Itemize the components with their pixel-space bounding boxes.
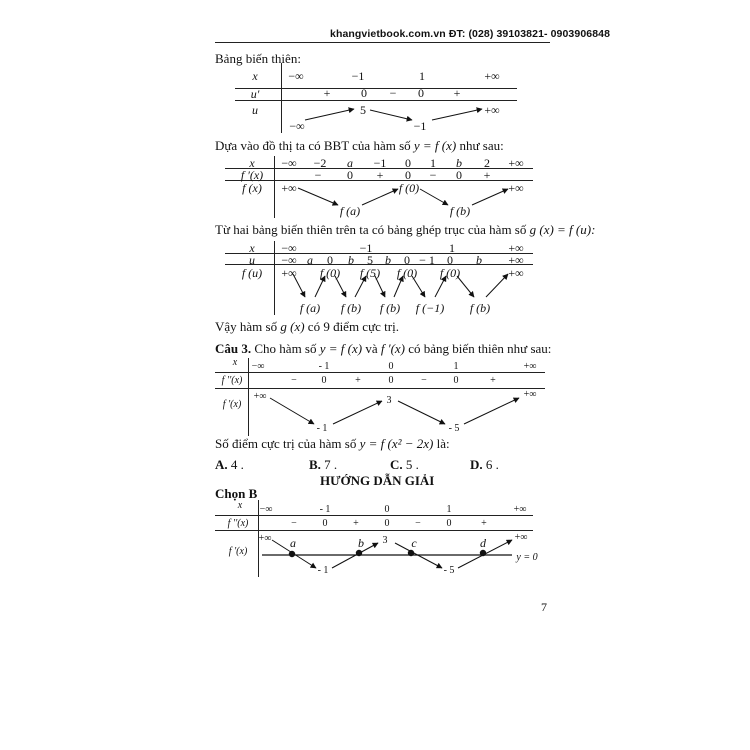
arrow-t2-3 xyxy=(420,189,448,205)
arrow-t2-4 xyxy=(472,189,508,205)
arrow-t2-2 xyxy=(362,189,398,205)
page-header xyxy=(330,28,610,40)
question-3-line-2: Số điểm cực trị của hàm số y = f (x² − 2x) là: xyxy=(215,436,450,451)
arrow-t3-10 xyxy=(486,274,508,297)
option-c[interactable]: C. 5 . xyxy=(390,457,419,472)
arrow-up-1 xyxy=(305,109,354,120)
table4-arrows xyxy=(270,398,519,424)
point-a xyxy=(289,551,295,557)
chosen-answer: Chọn B xyxy=(215,486,258,501)
header-site: khangvietbook.com.vn xyxy=(330,28,446,40)
document-page: khangvietbook.com.vn ĐT: (028) 39103821- 0903906848 Bảng biến thiên: x −∞ −1 1 +∞ u′ + 0 − 0 + u −∞ 5 −1 +∞ Dựa vào đồ thị ta có BBT của hàm số y = f (x) như sau: x −∞ −2 a −1 0 1 b 2 +∞ f ′(x) − 0 + 0 − 0 + f (x) +∞ f (0) +∞ f (a) f (b) Từ hai bảng biến thiên trên ta có bảng ghép trục của hàm số g (x) = f (u): x −∞ −1 1 +∞ u −∞ a 0 b 5 b 0 − 1 0 b +∞ f (u) +∞ f (0) f (5) f (0) f (0) +∞ f (a) f (b) f (b) f (−1) f (b) Vậy hàm số g (x) có 9 điểm cực trị. Câu 3. Cho hàm số y = f (x) và f ′(x) có bảng biến thiên như sau: x −∞ - 1 0 1 +∞ f ′′(x) − 0 + 0 − 0 + f ′(x) +∞ - 1 3 - 5 +∞ Số điểm cực trị của hàm số y = f (x² − 2x) là: A. 4 . B. 7 . C. 5 . D. 6 . HƯỚNG DẪN GIẢI Chọn B x −∞ - 1 0 1 +∞ f ′′(x) − 0 + 0 − 0 + f ′(x) +∞ - 1 3 - 5 +∞ a b c d y = 0 7 xyxy=(0,0,750,750)
option-d[interactable]: D. 6 . xyxy=(470,457,499,472)
arrow-t5-2 xyxy=(332,543,378,568)
table5-points xyxy=(289,550,486,557)
solution-title: HƯỚNG DẪN GIẢI xyxy=(320,473,435,488)
text-line-2: Từ hai bảng biến thiên trên ta có bảng ghép trục của hàm số g (x) = f (u): xyxy=(215,222,596,237)
header-phone: ĐT: (028) 39103821- 0903906848 xyxy=(448,28,611,40)
arrow-t4-3 xyxy=(398,401,445,424)
bbt-label: Bảng biến thiên: xyxy=(215,51,301,66)
question-3: Câu 3. Cho hàm số y = f (x) và f ′(x) có bảng biến thiên như sau: xyxy=(215,341,552,356)
header-rule xyxy=(215,42,550,43)
arrow-t5-3 xyxy=(395,543,442,568)
point-b xyxy=(356,550,362,556)
arrow-t4-1 xyxy=(270,398,314,424)
arrow-up-2 xyxy=(432,109,482,120)
text-line-1: Dựa vào đồ thị ta có BBT của hàm số y = f (x) như sau: xyxy=(215,138,504,153)
arrow-t4-4 xyxy=(464,398,519,424)
arrow-down-1 xyxy=(370,110,412,120)
option-a[interactable]: A. 4 . xyxy=(215,457,244,472)
point-c xyxy=(408,550,414,556)
table1-arrows xyxy=(305,109,482,120)
option-b[interactable]: B. 7 . xyxy=(309,457,338,472)
arrow-t2-1 xyxy=(298,188,338,205)
text-line-3: Vậy hàm số g (x) có 9 điểm cực trị. xyxy=(215,319,399,334)
page-number: 7 xyxy=(541,600,547,614)
arrow-t4-2 xyxy=(333,401,382,424)
point-d xyxy=(480,550,486,556)
